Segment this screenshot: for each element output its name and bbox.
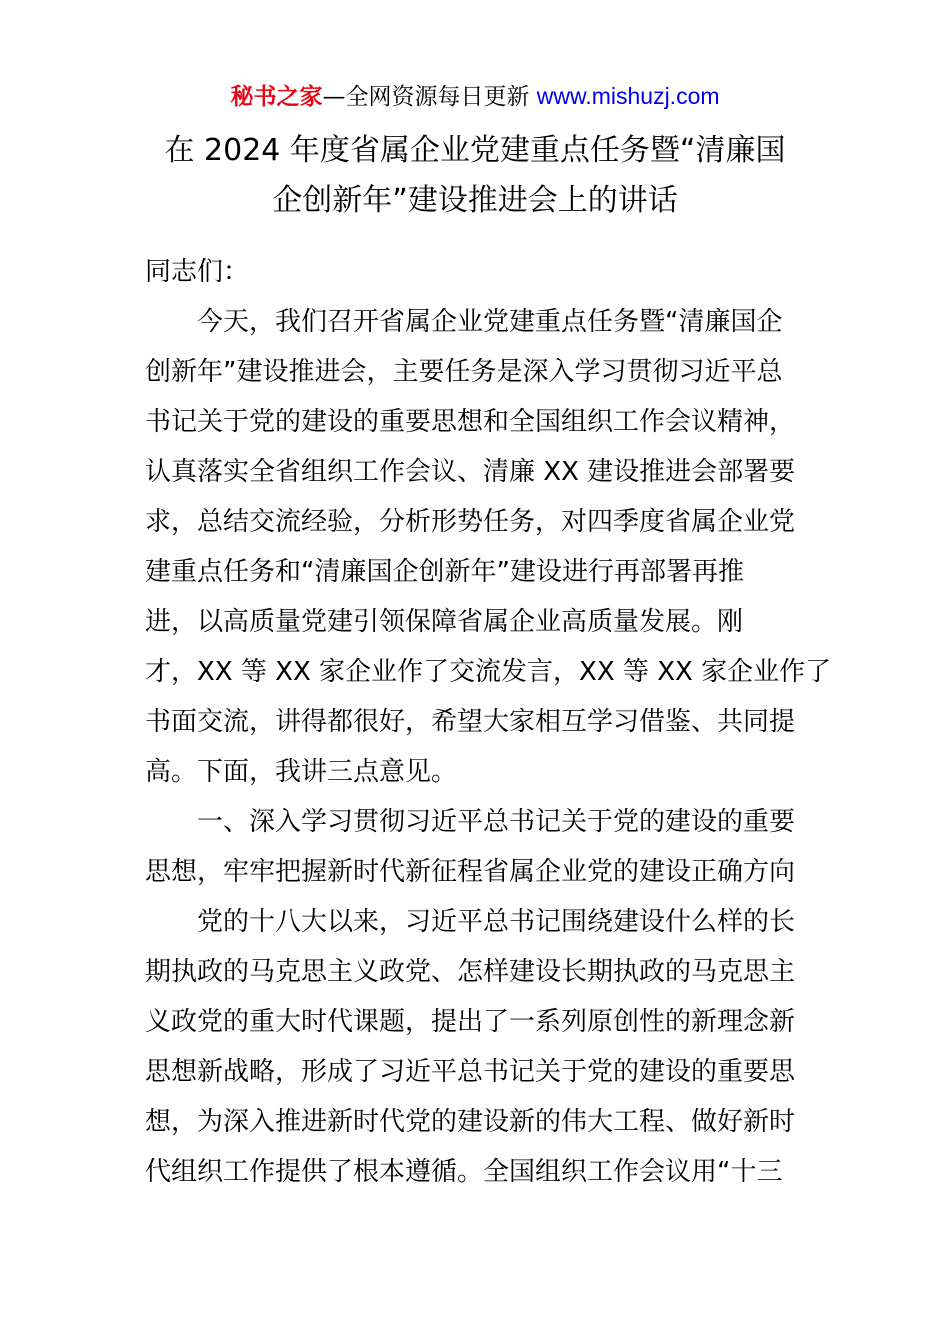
- document-title: [120, 126, 830, 226]
- site-tagline: —全网资源每日更新: [322, 84, 537, 110]
- paragraph-line: 建重点任务和“清廉国企创新年”建设进行再部署再推: [145, 557, 744, 587]
- paragraph-line: 书记关于党的建设的重要思想和全国组织工作会议精神，: [145, 407, 796, 437]
- paragraph-line: 求，总结交流经验，分析形势任务，对四季度省属企业党: [145, 507, 796, 537]
- site-header: [0, 80, 950, 113]
- paragraph-line: 高。下面，我讲三点意见。: [145, 757, 458, 787]
- section-heading-line: 思想，牢牢把握新时代新征程省属企业党的建设正确方向: [145, 857, 796, 887]
- salutation: 同志们：: [145, 257, 250, 287]
- site-url-link[interactable]: www.mishuzj.com: [536, 83, 720, 109]
- paragraph-line: 义政党的重大时代课题，提出了一系列原创性的新理念新: [145, 1007, 796, 1037]
- paragraph-line: 想，为深入推进新时代党的建设新的伟大工程、做好新时: [145, 1107, 796, 1137]
- document-body: [145, 247, 832, 1197]
- paragraph-line: 创新年”建设推进会，主要任务是深入学习贯彻习近平总: [145, 357, 783, 387]
- paragraph-line: 今天，我们召开省属企业党建重点任务暨“清廉国企: [197, 307, 783, 337]
- site-brand: 秘书之家: [230, 84, 323, 110]
- paragraph-line: 党的十八大以来，习近平总书记围绕建设什么样的长: [197, 907, 796, 937]
- paragraph-line: 代组织工作提供了根本遵循。全国组织工作会议用“十三: [145, 1157, 783, 1187]
- paragraph-line: 期执政的马克思主义政党、怎样建设长期执政的马克思主: [145, 957, 796, 987]
- paragraph-line: 才，XX 等 XX 家企业作了交流发言，XX 等 XX 家企业作了: [145, 657, 832, 687]
- title-line-1: 在 2024 年度省属企业党建重点任务暨“清廉国: [164, 133, 786, 168]
- paragraph-line: 思想新战略，形成了习近平总书记关于党的建设的重要思: [145, 1057, 796, 1087]
- paragraph-line: 认真落实全省组织工作会议、清廉 XX 建设推进会部署要: [145, 457, 796, 487]
- title-line-2: 企创新年”建设推进会上的讲话: [272, 183, 678, 218]
- paragraph-line: 进，以高质量党建引领保障省属企业高质量发展。刚: [145, 607, 744, 637]
- section-heading-line: 一、深入学习贯彻习近平总书记关于党的建设的重要: [197, 807, 796, 837]
- paragraph-line: 书面交流，讲得都很好，希望大家相互学习借鉴、共同提: [145, 707, 796, 737]
